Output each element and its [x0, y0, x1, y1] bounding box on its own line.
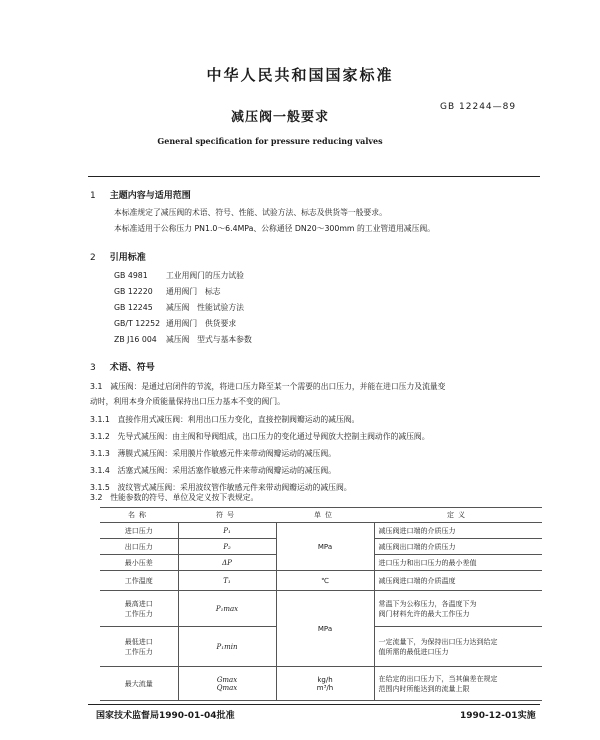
implementation-date: 1990-12-01实施: [460, 711, 536, 721]
clause-3-1-5: 3.1.5 波纹管式减压阀：采用波纹管作敏感元件来带动阀瓣运动的减压阀。: [90, 483, 352, 492]
header-symbol: 符号: [178, 508, 276, 523]
section-number: 2: [90, 253, 96, 263]
cell-symbol-line: Qmax: [216, 683, 238, 692]
table-header-row: [100, 508, 542, 523]
table-row: [100, 591, 542, 627]
clause-3-1-4: 3.1.4 活塞式减压阀：采用活塞作敏感元件来带动阀瓣运动的减压阀。: [90, 466, 336, 475]
approval-line: 国家技术监督局1990-01-04批准: [96, 711, 235, 721]
cell-symbol: [178, 667, 276, 701]
cell-unit-line: kg/h: [317, 675, 333, 684]
header-divider: [88, 176, 540, 177]
cell-unit-line: m³/h: [316, 683, 334, 692]
reference-code: GB 12220: [114, 287, 153, 296]
reference-title: 通用阀门 供货要求: [166, 319, 237, 328]
cell-definition: [374, 667, 542, 701]
standard-code: GB 12244—89: [440, 102, 517, 112]
clause-3-1-line-2: 动时，利用本身介质能量保持出口压力基本不变的阀门。: [90, 397, 285, 406]
cell-unit: MPa: [276, 591, 374, 667]
section-1-para-2: 本标准适用于公称压力 PN1.0～6.4MPa、公称通径 DN20～300mm 的工业管道用减压阀。: [114, 224, 435, 233]
cell-definition: [374, 627, 542, 667]
cell-name: 出口压力: [100, 539, 178, 555]
cell-name: 最小压差: [100, 555, 178, 571]
reference-title: 工业用阀门的压力试验: [166, 271, 244, 280]
reference-item: [114, 332, 252, 348]
reference-list: [114, 268, 252, 348]
section-number: 3: [90, 363, 96, 373]
cell-definition: 进口压力和出口压力的最小差值: [374, 555, 542, 571]
table-row: [100, 667, 542, 701]
reference-item: [114, 284, 252, 300]
reference-code: ZB J16 004: [114, 335, 157, 344]
cell-name: [100, 591, 178, 627]
cell-symbol: P₁max: [178, 591, 276, 627]
cell-definition: 减压阀进口端的介质温度: [374, 571, 542, 591]
section-1-heading: [90, 188, 191, 201]
table-row: [100, 571, 542, 591]
reference-title: 减压阀 性能试验方法: [166, 303, 244, 312]
header-name: 名称: [100, 508, 178, 523]
clause-3-1-3: 3.1.3 薄膜式减压阀：采用膜片作敏感元件来带动阀瓣运动的减压阀。: [90, 449, 336, 458]
clause-3-2: 3.2 性能参数的符号、单位及定义按下表规定。: [90, 493, 259, 502]
reference-code: GB/T 12252: [114, 319, 161, 328]
cell-name: 工作温度: [100, 571, 178, 591]
cell-definition-line: 阀门材料允许的最大工作压力: [378, 609, 470, 618]
cell-name-line: 工作压力: [124, 609, 153, 618]
section-title: 主题内容与适用范围: [109, 191, 191, 201]
cell-symbol: T₁: [178, 571, 276, 591]
reference-item: [114, 316, 252, 332]
reference-title: 减压阀 型式与基本参数: [166, 335, 252, 344]
cell-name: 进口压力: [100, 523, 178, 539]
header-definition: 定义: [374, 508, 542, 523]
section-title: 术语、符号: [109, 363, 155, 373]
clause-3-1-2: 3.1.2 先导式减压阀：由主阀和导阀组成，出口压力的变化通过导阀放大控制主阀动作的减压阀。: [90, 432, 430, 441]
cell-name: [100, 627, 178, 667]
cell-definition-line: 常温下为公称压力，各温度下为: [378, 599, 477, 608]
cell-definition: [374, 591, 542, 627]
cell-definition-line: 范围内时所能达到的流量上限: [378, 684, 470, 693]
table-row: [100, 523, 542, 539]
cell-definition: 减压阀进口端的介质压力: [374, 523, 542, 539]
cell-name-line: 最高进口: [124, 599, 153, 608]
cell-definition-line: 一定流量下，为保持出口压力达到给定: [378, 637, 498, 646]
reference-item: [114, 300, 252, 316]
reference-item: [114, 268, 252, 284]
cell-definition-line: 在给定的出口压力下，当其偏差在规定: [378, 674, 498, 683]
standard-authority: 中华人民共和国国家标准: [206, 66, 394, 84]
cell-symbol: P₁: [178, 523, 276, 539]
cell-symbol: ΔP: [178, 555, 276, 571]
reference-code: GB 4981: [114, 271, 148, 280]
cell-name-line: 最低进口: [124, 637, 153, 646]
document-title: 减压阀一般要求: [230, 110, 329, 125]
cell-symbol: P₂: [178, 539, 276, 555]
parameter-table: [100, 507, 542, 701]
cell-symbol: P₁min: [178, 627, 276, 667]
section-1-para-1: 本标准规定了减压阀的术语、符号、性能、试验方法、标志及供货等一般要求。: [114, 208, 387, 217]
cell-unit: [276, 667, 374, 701]
cell-name-line: 工作压力: [124, 647, 153, 656]
reference-title: 通用阀门 标志: [166, 287, 221, 296]
clause-3-1-line-1: 3.1 减压阀：是通过启闭件的节流，将进口压力降至某一个需要的出口压力，并能在进口压力及流量变: [90, 382, 446, 391]
cell-symbol-line: Gmax: [216, 675, 238, 684]
cell-definition-line: 值所需的最低进口压力: [378, 647, 449, 656]
cell-unit: MPa: [276, 523, 374, 571]
section-title: 引用标准: [109, 253, 146, 263]
section-2-heading: [90, 250, 146, 263]
header-unit: 单位: [276, 508, 374, 523]
cell-definition: 减压阀出口端的介质压力: [374, 539, 542, 555]
reference-code: GB 12245: [114, 303, 153, 312]
section-number: 1: [90, 191, 96, 201]
section-3-heading: [90, 360, 155, 373]
document-title-english: General specification for pressure reducing valves: [157, 136, 383, 146]
clause-3-1-1: 3.1.1 直接作用式减压阀：利用出口压力变化，直接控制阀瓣运动的减压阀。: [90, 415, 360, 424]
cell-name: 最大流量: [100, 667, 178, 701]
footer-divider: [88, 704, 540, 705]
cell-unit: ℃: [276, 571, 374, 591]
